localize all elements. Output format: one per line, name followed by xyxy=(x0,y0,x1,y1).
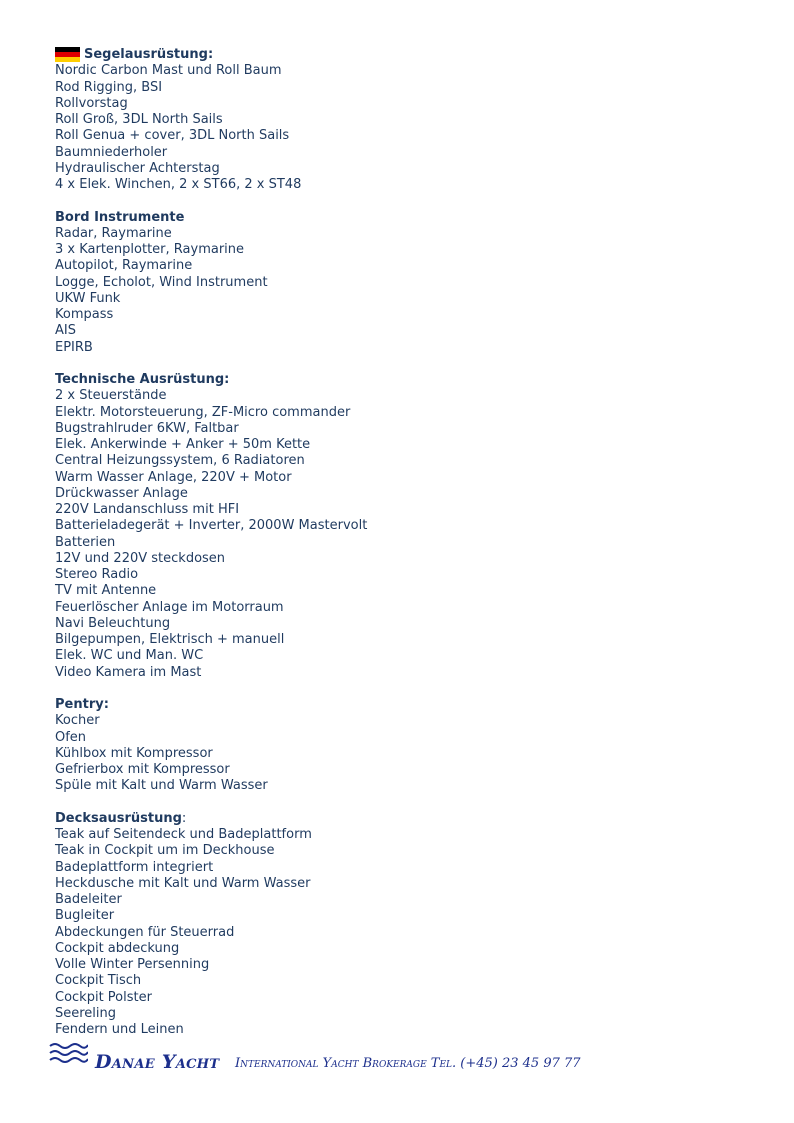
list-item: Logge, Echolot, Wind Instrument xyxy=(55,274,268,290)
section-technische-ausruestung xyxy=(55,372,755,681)
list-item: Ofen xyxy=(55,729,87,745)
section-title-suffix: : xyxy=(181,810,187,826)
list-item: Central Heizungssystem, 6 Radiatoren xyxy=(55,453,305,469)
list-item: 3 x Kartenplotter, Raymarine xyxy=(55,242,245,257)
list-item: Gefrierbox mit Kompressor xyxy=(55,762,230,777)
list-item: Kühlbox mit Kompressor xyxy=(55,745,213,761)
list-item: Roll Genua + cover, 3DL North Sails xyxy=(55,128,290,144)
section-title: Pentry: xyxy=(55,697,109,712)
list-item: AIS xyxy=(55,323,76,339)
list-item: UKW Funk xyxy=(55,290,121,306)
footer xyxy=(48,1040,768,1073)
section-title: Decksausrüstung xyxy=(55,810,182,826)
section-title: Bord Instrumente xyxy=(55,209,185,225)
section-bord-instrumente xyxy=(55,210,755,356)
list-item: Elek. WC und Man. WC xyxy=(55,648,204,664)
list-item: Volle Winter Persenning xyxy=(55,957,210,972)
list-item: Bugleiter xyxy=(55,908,115,924)
list-item: 2 x Steuerstände xyxy=(55,388,167,404)
brand-name: Danae Yacht xyxy=(95,1051,220,1073)
list-item: Hydraulischer Achterstag xyxy=(55,160,220,176)
list-item: Radar, Raymarine xyxy=(55,225,172,241)
section-title: Technische Ausrüstung: xyxy=(55,372,230,387)
list-item: Rollvorstag xyxy=(55,95,128,111)
list-item: Heckdusche mit Kalt und Warm Wasser xyxy=(55,875,311,891)
section-pentry xyxy=(55,697,755,795)
list-item: Batterieladegerät + Inverter, 2000W Mastervolt xyxy=(55,518,368,534)
list-item: Drückwasser Anlage xyxy=(55,485,188,501)
list-item: 12V und 220V steckdosen xyxy=(55,550,226,566)
list-item: Video Kamera im Mast xyxy=(55,664,202,680)
list-item: Kompass xyxy=(55,307,114,322)
list-item: 220V Landanschluss mit HFI xyxy=(55,502,240,517)
list-item: TV mit Antenne xyxy=(55,583,157,599)
list-item: Cockpit Tisch xyxy=(55,973,142,989)
section-decksausruestung xyxy=(55,811,755,1039)
waves-icon xyxy=(48,1040,88,1068)
list-item: Teak in Cockpit um im Deckhouse xyxy=(55,843,275,859)
list-item: Baumniederholer xyxy=(55,144,168,160)
list-item: Feuerlöscher Anlage im Motorraum xyxy=(55,599,284,615)
list-item: Bugstrahlruder 6KW, Faltbar xyxy=(55,420,239,436)
list-item: Badeplattform integriert xyxy=(55,859,214,875)
list-item: Badeleiter xyxy=(55,892,122,907)
list-item: EPIRB xyxy=(55,339,93,355)
list-item: Kocher xyxy=(55,713,100,729)
german-flag-icon xyxy=(55,47,80,62)
list-item: Rod Rigging, BSI xyxy=(55,79,163,95)
section-segelausruestung xyxy=(55,47,755,193)
list-item: Elektr. Motorsteuerung, ZF-Micro commander xyxy=(55,404,351,420)
list-item: Bilgepumpen, Elektrisch + manuell xyxy=(55,632,285,647)
section-heading xyxy=(55,811,755,827)
list-item: Roll Groß, 3DL North Sails xyxy=(55,112,223,127)
list-item: Autopilot, Raymarine xyxy=(55,258,193,274)
list-item: Nordic Carbon Mast und Roll Baum xyxy=(55,63,282,79)
list-item: Seereling xyxy=(55,1005,117,1021)
list-item: Warm Wasser Anlage, 220V + Motor xyxy=(55,469,292,485)
list-item: Abdeckungen für Steuerrad xyxy=(55,924,235,940)
list-item: Cockpit Polster xyxy=(55,989,152,1005)
list-item: Spüle mit Kalt und Warm Wasser xyxy=(55,778,268,794)
equipment-list xyxy=(55,47,755,1055)
list-item: Stereo Radio xyxy=(55,567,139,582)
list-item: Batterien xyxy=(55,534,116,550)
section-title: Segelausrüstung: xyxy=(84,47,214,62)
list-item: Fendern und Leinen xyxy=(55,1022,184,1037)
list-item: 4 x Elek. Winchen, 2 x ST66, 2 x ST48 xyxy=(55,177,302,192)
list-item: Elek. Ankerwinde + Anker + 50m Kette xyxy=(55,437,311,452)
footer-tagline: International Yacht Brokerage Tel. (+45) 23 45 97 77 xyxy=(235,1056,581,1071)
list-item: Cockpit abdeckung xyxy=(55,940,180,956)
section-heading xyxy=(55,47,755,63)
list-item: Navi Beleuchtung xyxy=(55,615,171,631)
list-item: Teak auf Seitendeck und Badeplattform xyxy=(55,827,312,842)
